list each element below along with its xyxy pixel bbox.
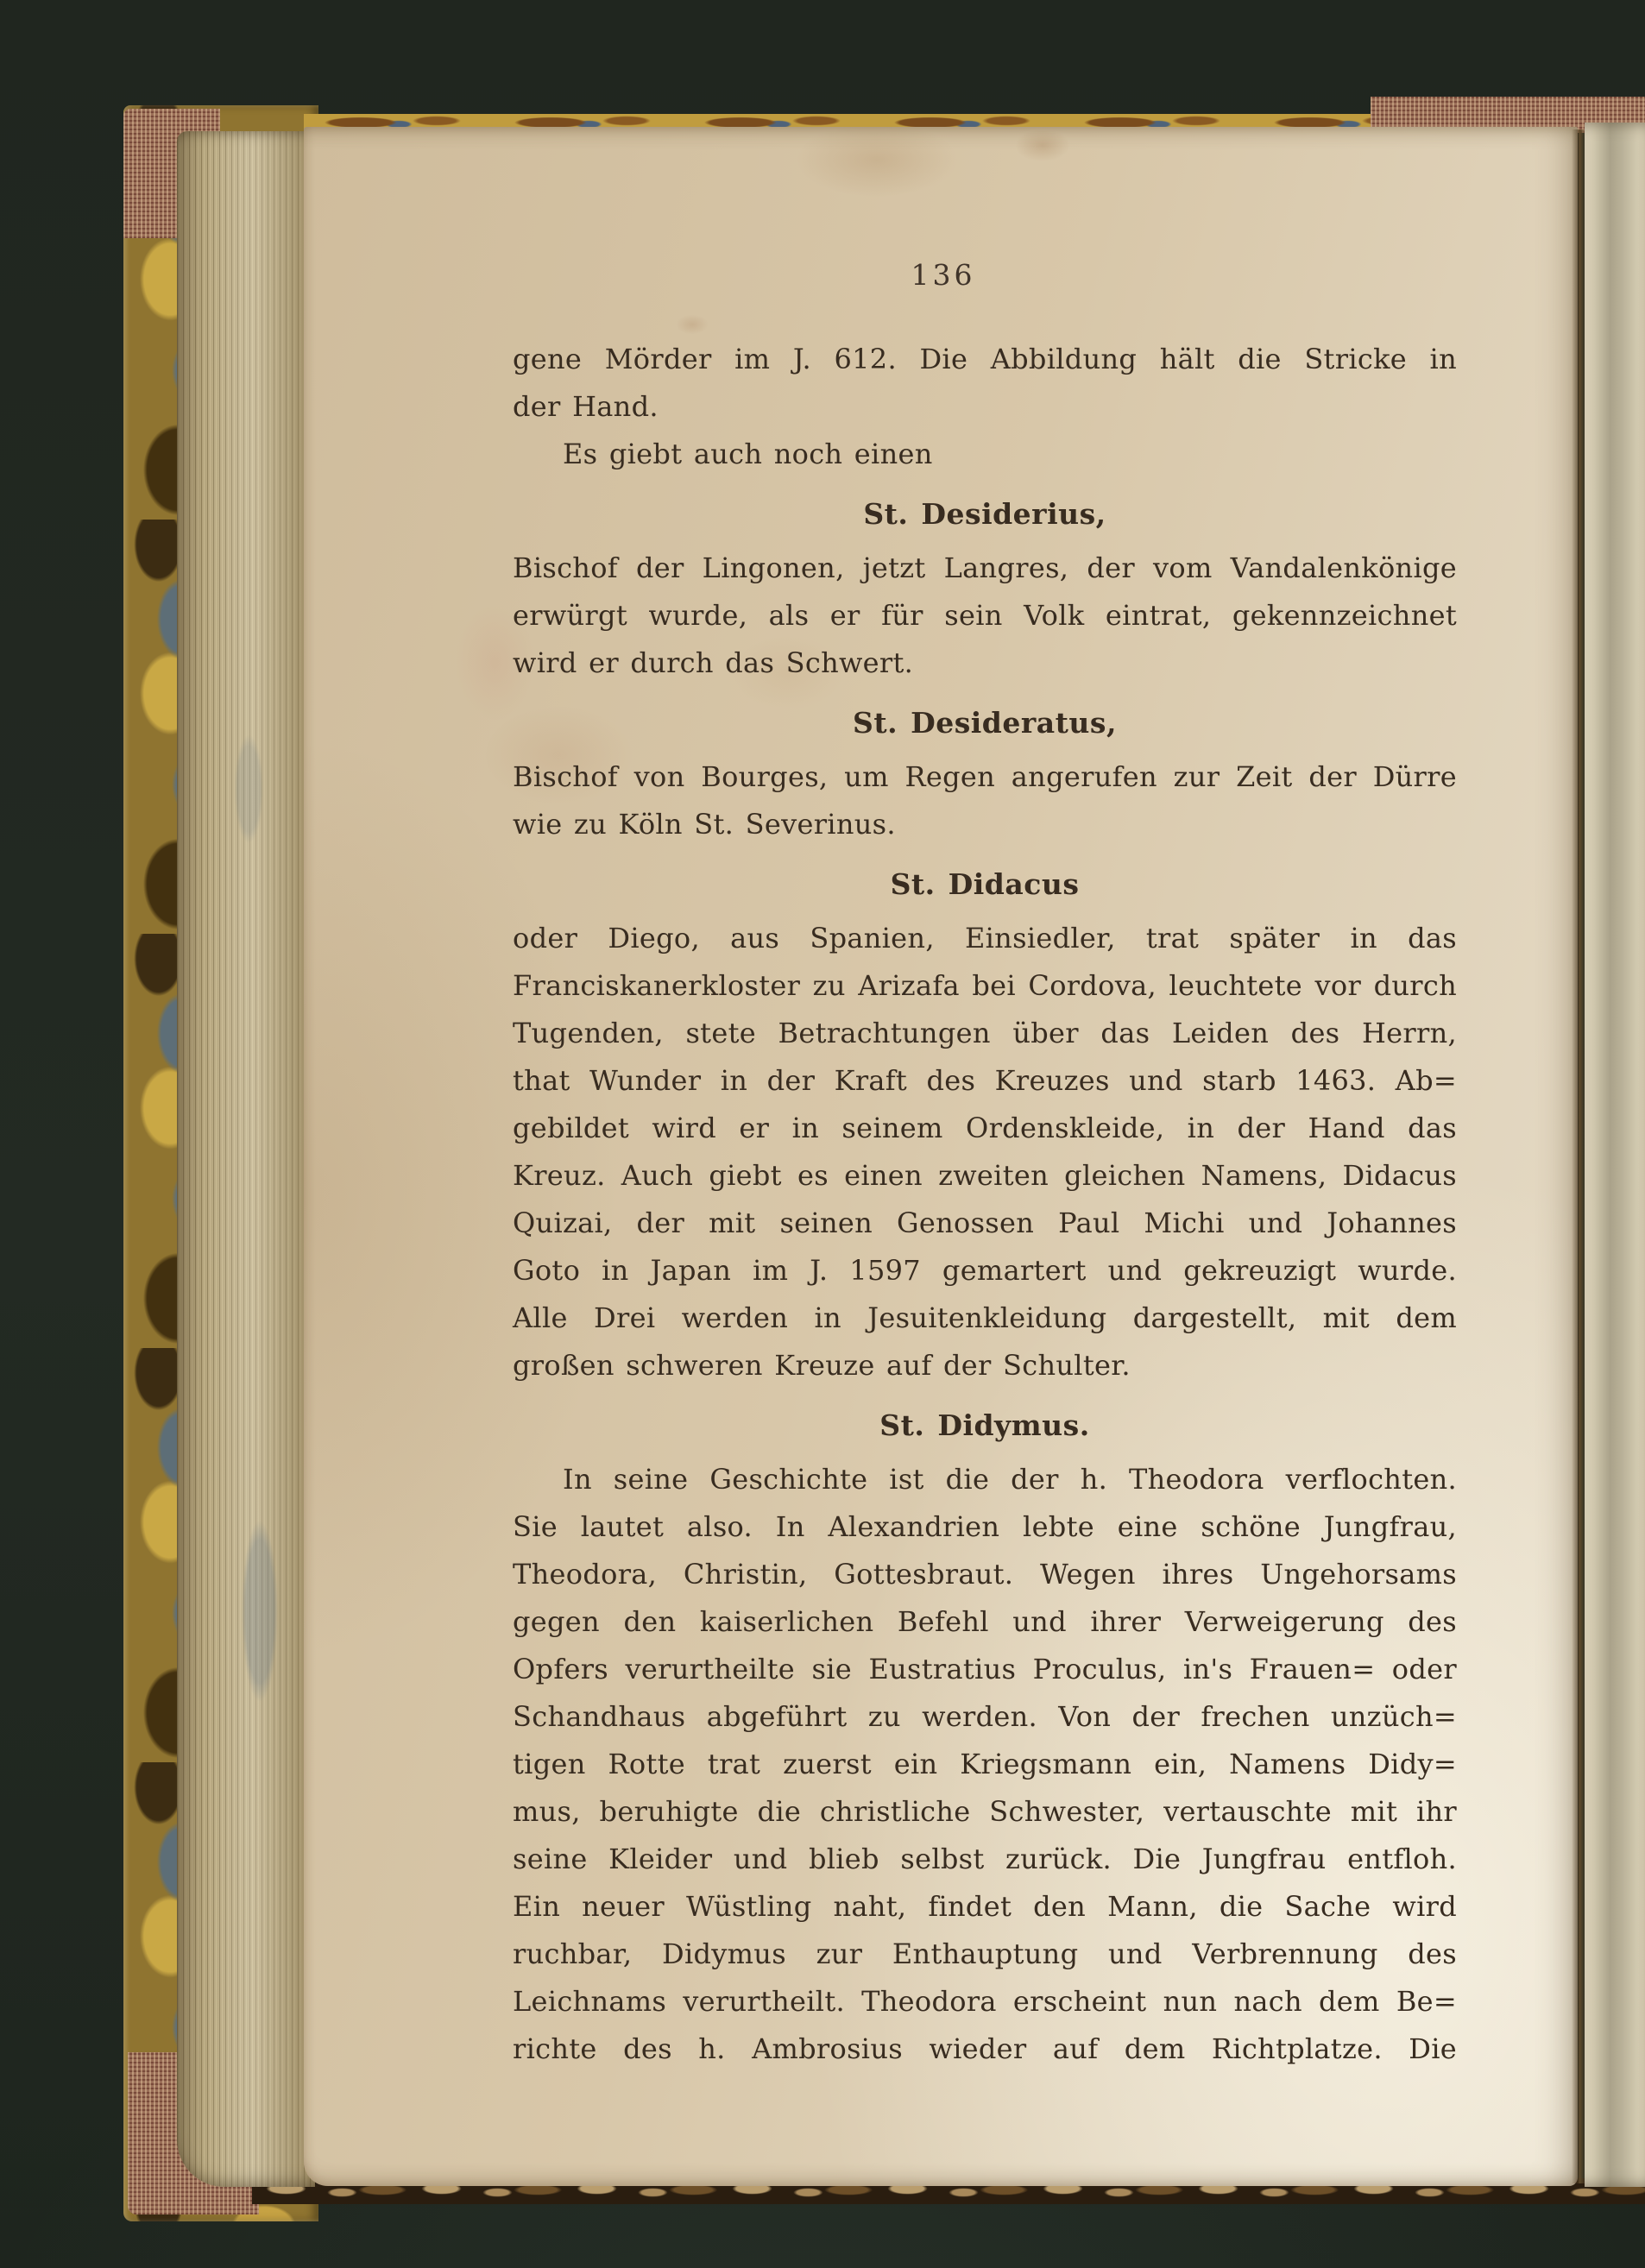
text-line: Bischof der Lingonen, jetzt Langres, der vom Vandalenkönige bbox=[513, 551, 1457, 584]
text-line: Quizai, der mit seinen Genossen Paul Michi und Johannes bbox=[513, 1206, 1457, 1239]
text-line: oder Diego, aus Spanien, Einsiedler, trat später in das bbox=[513, 922, 1457, 954]
text-line: seine Kleider und blieb selbst zurück. Die Jungfrau entfloh. bbox=[513, 1843, 1457, 1875]
text-line: Goto in Japan im J. 1597 gemartert und gekreuzigt wurde. bbox=[513, 1254, 1457, 1287]
text-line: tigen Rotte trat zuerst ein Kriegsmann ein, Namens Didy= bbox=[513, 1748, 1457, 1780]
text-line: wird er durch das Schwert. bbox=[513, 646, 914, 679]
text-line: erwürgt wurde, als er für sein Volk eintrat, gekennzeichnet bbox=[513, 599, 1457, 632]
text-line: Theodora, Christin, Gottesbraut. Wegen ihres Ungehorsams bbox=[513, 1558, 1457, 1591]
section-heading: St. Desiderius, bbox=[863, 497, 1106, 531]
text-line: Opfers verurtheilte sie Eustratius Proculus, in's Frauen= oder bbox=[513, 1653, 1457, 1685]
text-line: Kreuz. Auch giebt es einen zweiten gleichen Namens, Didacus bbox=[513, 1159, 1457, 1192]
text-line: Schandhaus abgeführt zu werden. Von der frechen unzüch= bbox=[513, 1700, 1457, 1733]
text-line: Leichnams verurtheilt. Theodora erscheint nun nach dem Be= bbox=[513, 1985, 1457, 2018]
text-line: gebildet wird er in seinem Ordenskleide, in der Hand das bbox=[513, 1112, 1457, 1144]
page-number: 136 bbox=[911, 258, 976, 292]
text-line: Franciskanerkloster zu Arizafa bei Cordova, leuchtete vor durch bbox=[513, 969, 1457, 1002]
text-line: Alle Drei werden in Jesuitenkleidung dargestellt, mit dem bbox=[513, 1301, 1457, 1334]
text-line: ruchbar, Didymus zur Enthauptung und Verbrennung des bbox=[513, 1937, 1457, 1970]
page-stack-fore-edge bbox=[177, 131, 315, 2187]
text-line: gegen den kaiserlichen Befehl und ihrer Verweigerung des bbox=[513, 1605, 1457, 1638]
section-heading: St. Didymus. bbox=[879, 1408, 1090, 1442]
text-line: der Hand. bbox=[513, 390, 659, 423]
page-gutter bbox=[1572, 129, 1585, 2183]
text-line: gene Mörder im J. 612. Die Abbildung hält die Stricke in bbox=[513, 343, 1457, 375]
book-page-left bbox=[304, 127, 1578, 2186]
text-line: großen schweren Kreuze auf der Schulter. bbox=[513, 1349, 1131, 1382]
text-line: mus, beruhigte die christliche Schwester, vertauschte mit ihr bbox=[513, 1795, 1457, 1828]
text-line: wie zu Köln St. Severinus. bbox=[513, 808, 896, 841]
text-line: Es giebt auch noch einen bbox=[563, 438, 933, 470]
section-heading: St. Desideratus, bbox=[853, 706, 1117, 740]
text-line: Sie lautet also. In Alexandrien lebte eine schöne Jungfrau, bbox=[513, 1510, 1457, 1543]
text-line: richte des h. Ambrosius wieder auf dem Richtplatze. Die bbox=[513, 2032, 1457, 2065]
text-line: that Wunder in der Kraft des Kreuzes und starb 1463. Ab= bbox=[513, 1064, 1457, 1097]
text-line: Tugenden, stete Betrachtungen über das Leiden des Herrn, bbox=[513, 1017, 1457, 1049]
text-line: Ein neuer Wüstling naht, findet den Mann, die Sache wird bbox=[513, 1890, 1457, 1923]
text-line: In seine Geschichte ist die der h. Theodora verflochten. bbox=[563, 1463, 1457, 1496]
section-heading: St. Didacus bbox=[890, 867, 1080, 901]
text-column bbox=[513, 256, 1457, 2073]
text-line: Bischof von Bourges, um Regen angerufen zur Zeit der Dürre bbox=[513, 760, 1457, 793]
book-page-right bbox=[1585, 123, 1645, 2187]
